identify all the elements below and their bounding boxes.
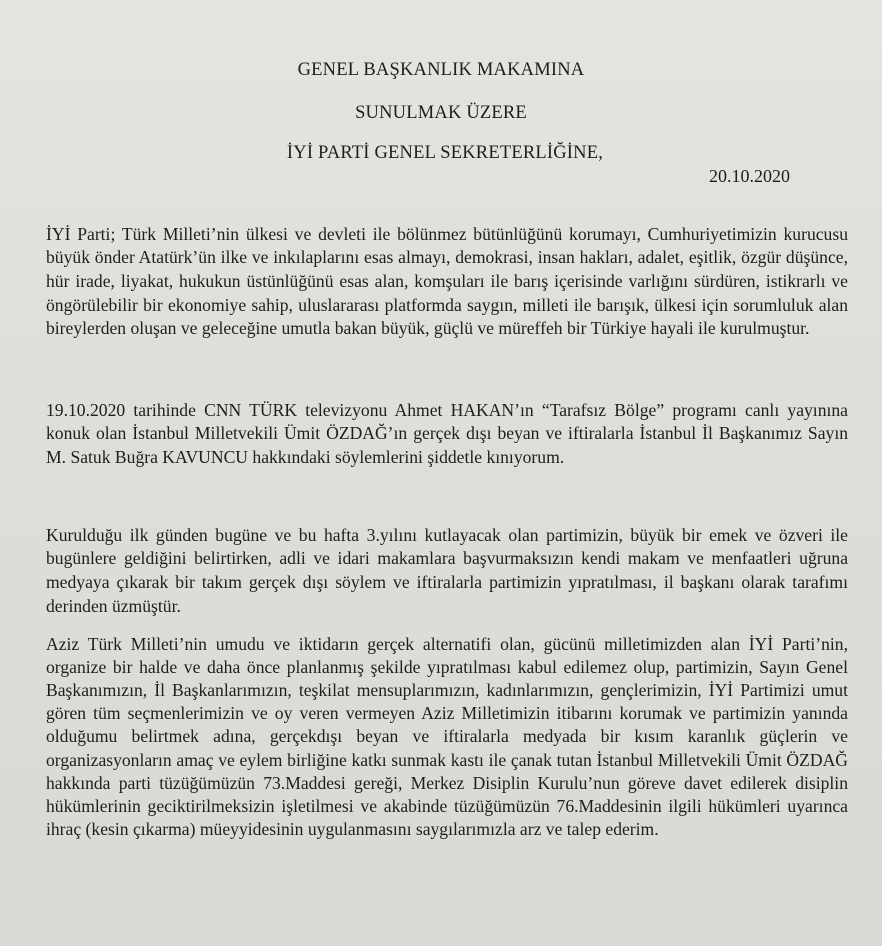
heading-submission: SUNULMAK ÜZERE [355, 103, 527, 123]
paragraph-condemnation: 19.10.2020 tarihinde CNN TÜRK televizyonu Ahmet HAKAN’ın “Tarafsız Bölge” programı canlı yayınına konuk olan İstanbul Milletvekili Ümit ÖZDAĞ’ın gerçek dışı beyan ve iftiralarla İstanbul İl Başkanımız Sayın M. Satuk Buğra KAVUNCU hakkındaki söylemlerini şiddetle kınıyorum. [46, 399, 848, 467]
paragraph-request: Aziz Türk Milleti’nin umudu ve iktidarın gerçek alternatifi olan, gücünü milletimizden alan İYİ Parti’nin, organize bir halde ve daha önce planlanmış şekilde yıpratılması kabul edilemez olup, partimizin, Sayın Genel Başkanımızın, İl Başkanlarımızın, teşkilat mensuplarımızın, kadınlarımızın, gençlerimizin, İYİ Partimizi umut gören tüm seçmenlerimizin ve oy veren vermeyen Aziz Milletimizin itibarını korumak ve partimizin yanında olduğumu belirtmek adına, gerçekdışı beyan ve iftiralarla medyada bir kısım karanlık güçlerin ve organizasyonların amaç ve eylem birliğine katkı sunmak kastı ile çanak tutan İstanbul Milletvekili Ümit ÖZDAĞ hakkında parti tüzüğümüzün 73.Maddesi gereği, Merkez Disiplin Kurulu’nun göreve davet edilerek disiplin hükümlerinin geciktirilmeksizin işletilmesi ve akabinde tüzüğümüzün 76.Maddesinin ilgili hükümleri uyarınca ihraç (kesin çıkarma) müeyyidesinin uygulanmasını saygılarımızla arz ve talep ederim. [46, 633, 848, 840]
paragraph-party-founding: İYİ Parti; Türk Milleti’nin ülkesi ve devleti ile bölünmez bütünlüğünü korumayı, Cumhuriyetimizin kurucusu büyük önder Atatürk’ün ilke ve inkılaplarını esas almayı, demokrasi, insan hakları, adalet, eşitlik, özgür düşünce, hür irade, liyakat, hukukun üstünlüğünü esas alan, komşuları ile barış içerisinde varlığını sürdüren, istikrarlı ve öngörülebilir bir ekonomiye sahip, uluslararası platformda saygın, milleti ile barışık, ülkesi için sorumluluk alan bireylerden oluşan ve geleceğine umutla bakan büyük, güçlü ve müreffeh bir Türkiye hayali ile kurulmuştur. [46, 223, 848, 339]
heading-recipient: GENEL BAŞKANLIK MAKAMINA [297, 60, 585, 80]
paragraph-grievance: Kurulduğu ilk günden bugüne ve bu hafta 3.yılını kutlayacak olan partimizin, büyük bir emek ve özveri ile bugünlere geldiğini belirtirken, adli ve idari makamlara başvurmaksızın kendi makam ve menfaatleri uğruna medyaya çıkarak bir takım gerçek dışı söylem ve iftiralarla partimizin yıpratılması, il başkanı olarak tarafımı derinden üzmüştür. [46, 524, 848, 616]
letter-date: 20.10.2020 [709, 166, 790, 186]
heading-secretariat: İYİ PARTİ GENEL SEKRETERLİĞİNE, [286, 143, 604, 163]
